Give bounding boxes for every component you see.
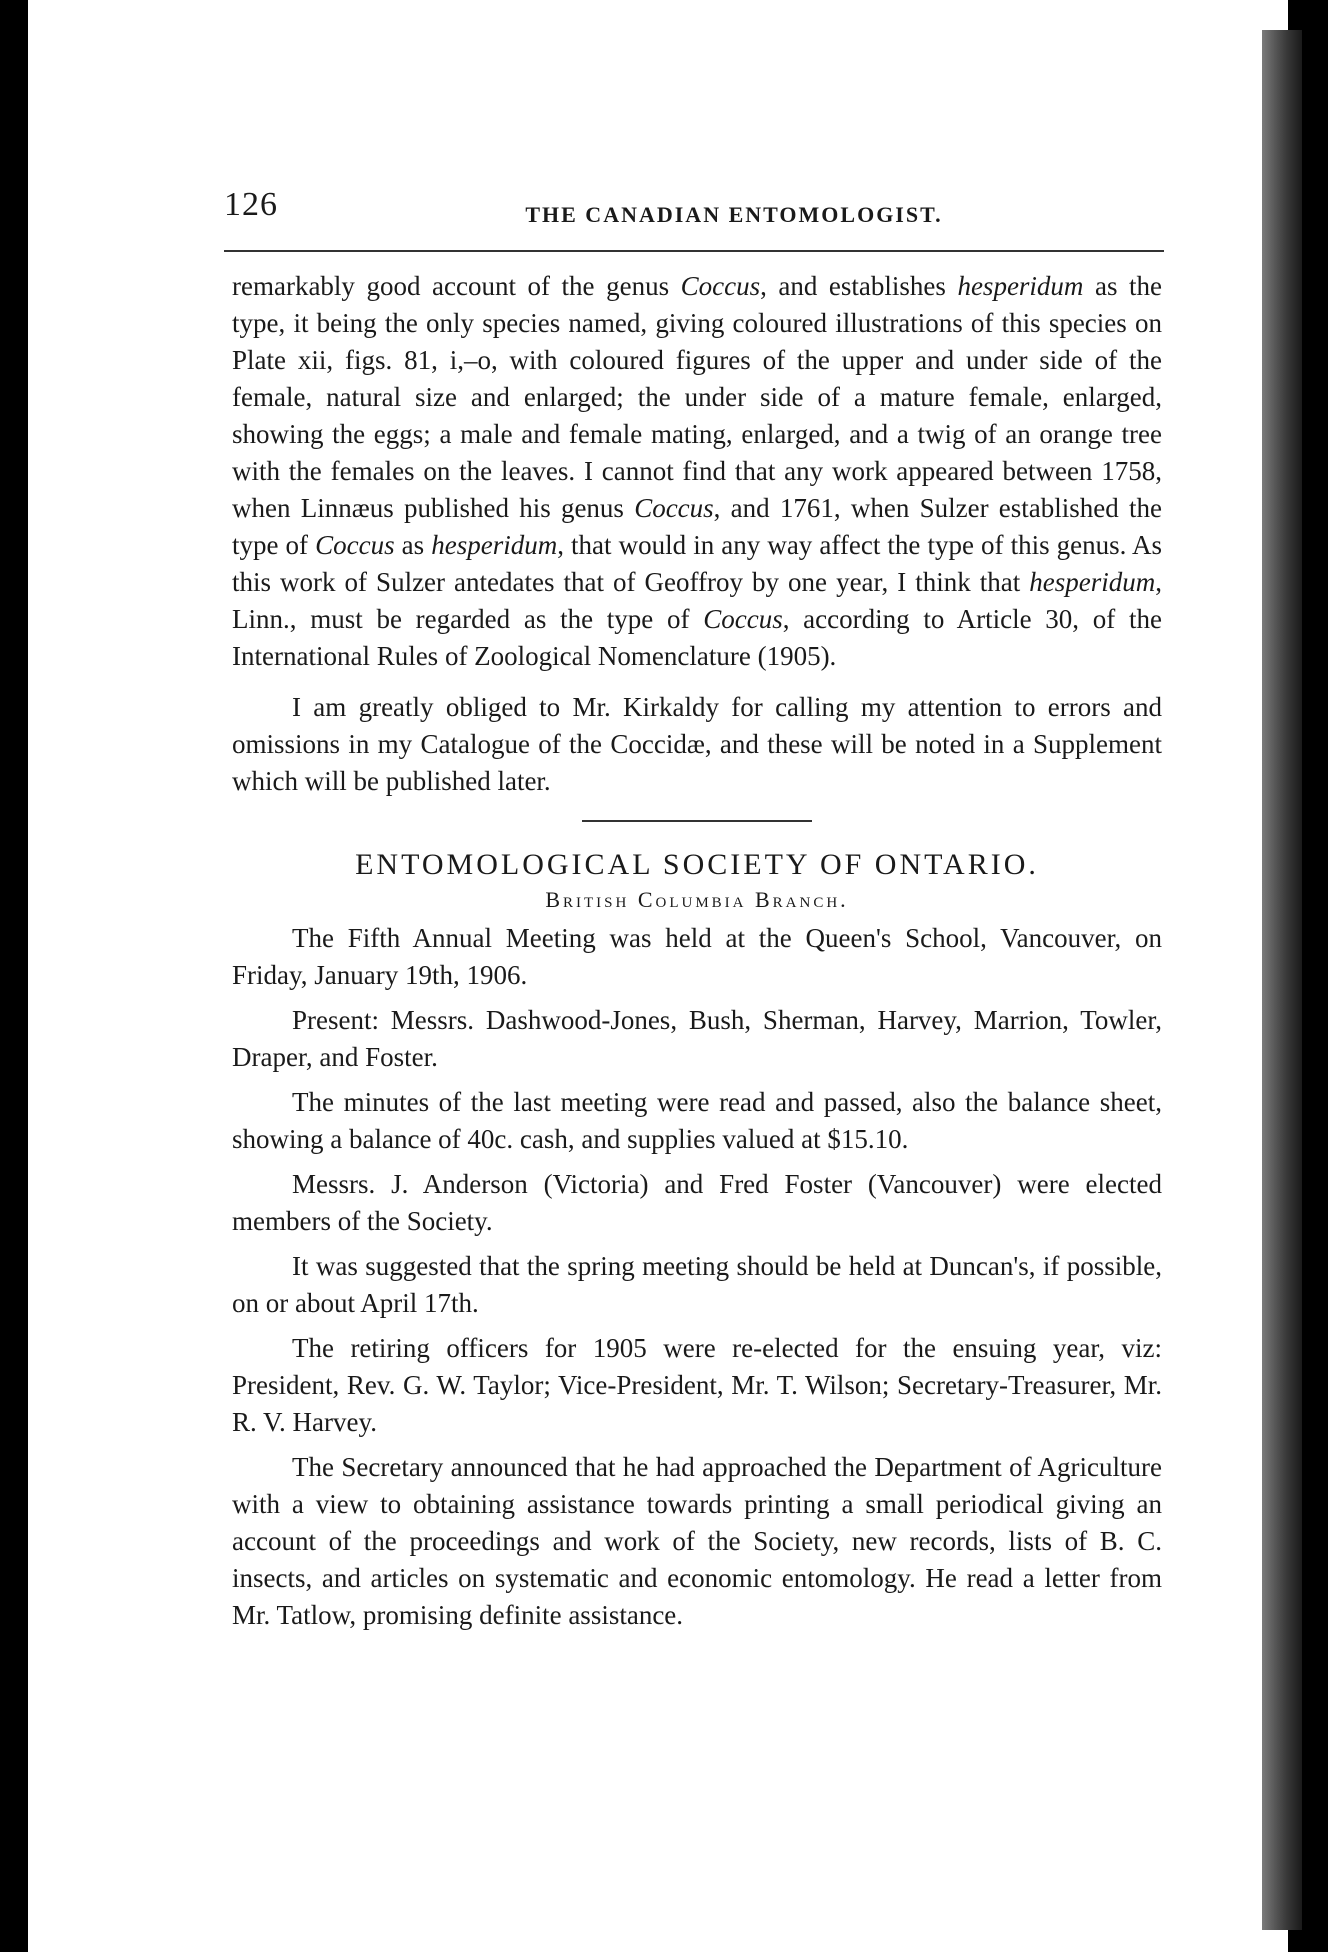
paragraph-secretary: The Secretary announced that he had approached the Department of Agriculture with a view to obtaining assistance towards printing a small periodical giving an account of the proceedings and work of the Society, new records, lists of B. C. insects, and articles on systematic and economic entomology. He read a letter from Mr. Tatlow, promising definite assistance. xyxy=(232,1452,1162,1630)
section-divider xyxy=(582,820,812,822)
page-number: 126 xyxy=(224,186,278,223)
paragraph-members: Messrs. J. Anderson (Victoria) and Fred Foster (Vancouver) were elected members of the Society. xyxy=(232,1169,1162,1236)
paragraph-spring-meeting: It was suggested that the spring meeting should be held at Duncan's, if possible, on or about April 17th. xyxy=(232,1251,1162,1318)
book-spine-shadow xyxy=(1262,30,1302,1930)
paragraph-continued: remarkably good account of the genus Coccus, and establishes hesperidum as the type, it being the only species named, giving coloured illustrations of this species on Plate xii, figs. 81, i,–o, with coloured figures of the upper and under side of the female, natural size and enlarged; the under side of a mature female, enlarged, showing the eggs; a male and female mating, enlarged, and a twig of an orange tree with the females on the leaves. I cannot find that any work appeared between 1758, when Linnæus published his genus Coccus, and 1761, when Sulzer established the type of Coccus as hesperidum, that would in any way affect the type of this genus. As this work of Sulzer antedates that of Geoffroy by one year, I think that hesperidum, Linn., must be regarded as the type of Coccus, according to Article 30, of the International Rules of Zoological Nomenclature (1905). xyxy=(232,271,1162,671)
section-title: ENTOMOLOGICAL SOCIETY OF ONTARIO. xyxy=(355,848,1039,881)
paragraph-meeting: The Fifth Annual Meeting was held at the Queen's School, Vancouver, on Friday, January 19th, 1906. xyxy=(232,923,1162,990)
paragraph-minutes: The minutes of the last meeting were read and passed, also the balance sheet, showing a balance of 40c. cash, and supplies valued at $15.10. xyxy=(232,1087,1162,1154)
header-rule xyxy=(224,250,1164,252)
section-subtitle: British Columbia Branch. xyxy=(545,887,849,912)
running-head: THE CANADIAN ENTOMOLOGIST. xyxy=(525,202,943,227)
paragraph-acknowledgement: I am greatly obliged to Mr. Kirkaldy for calling my attention to errors and omissions in my Catalogue of the Coccidæ, and these will be noted in a Supplement which will be published later. xyxy=(232,692,1162,796)
paragraph-present: Present: Messrs. Dashwood-Jones, Bush, Sherman, Harvey, Marrion, Towler, Draper, and Foster. xyxy=(232,1005,1162,1072)
paragraph-officers: The retiring officers for 1905 were re-elected for the ensuing year, viz: President, Rev. G. W. Taylor; Vice-President, Mr. T. Wilson; Secretary-Treasurer, Mr. R. V. Harvey. xyxy=(232,1333,1162,1437)
page-body xyxy=(232,268,1162,1634)
page-header xyxy=(224,180,1170,240)
book-page xyxy=(28,0,1288,1952)
